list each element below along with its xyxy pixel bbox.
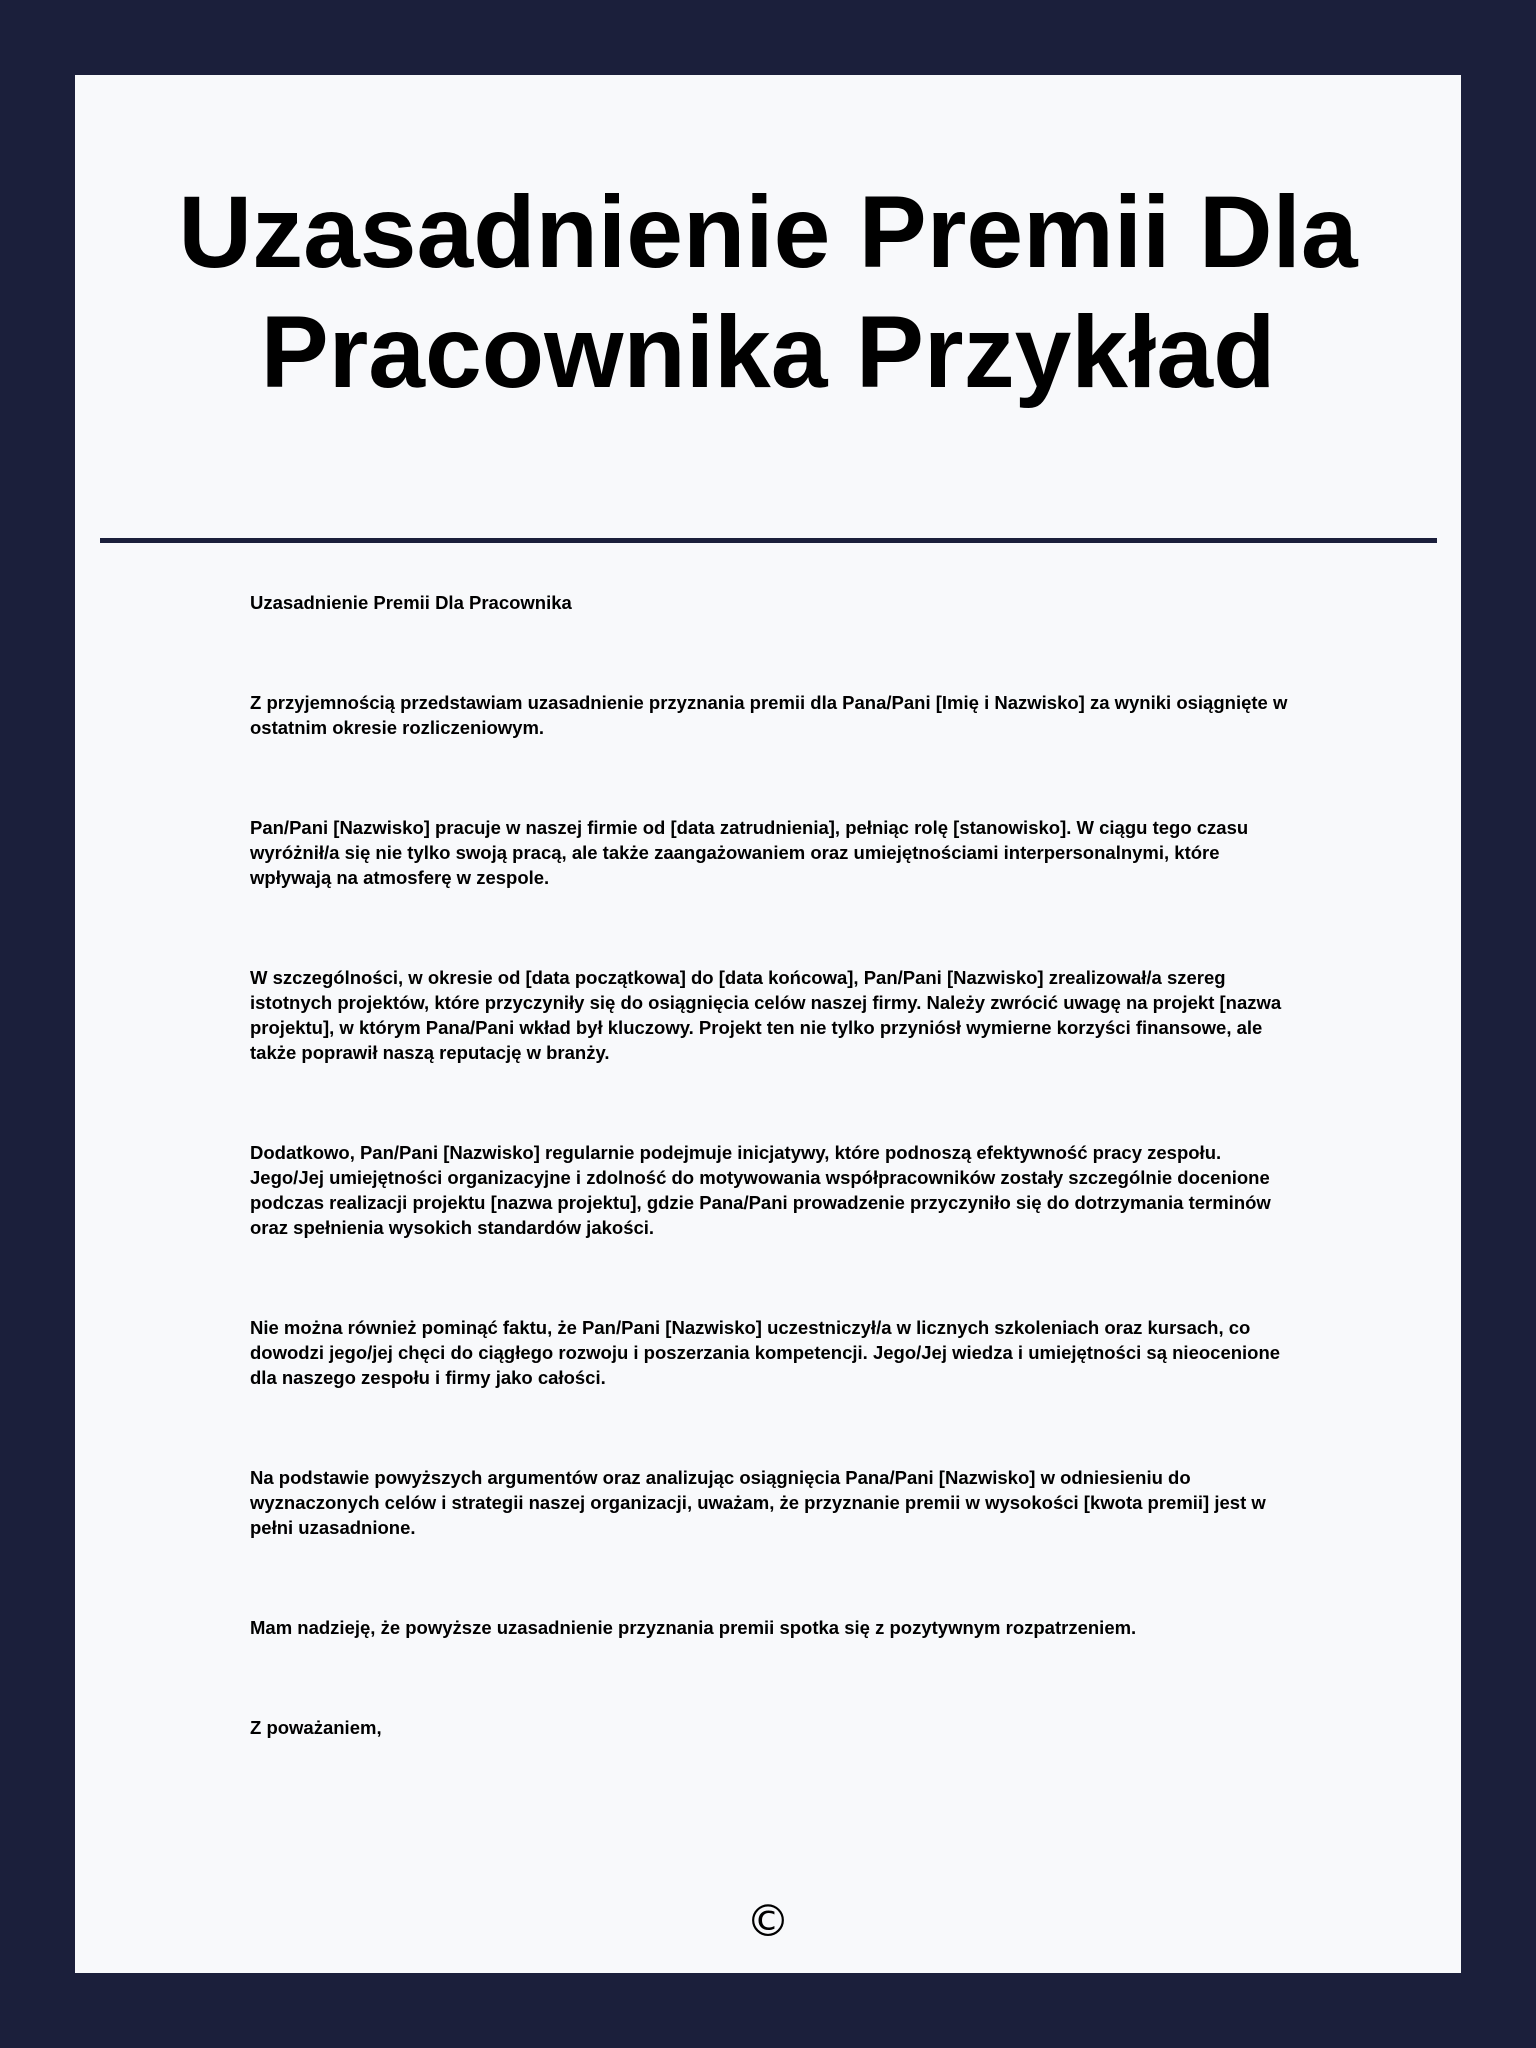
paragraph-initiatives: Dodatkowo, Pan/Pani [Nazwisko] regularnie podejmuje inicjatywy, które podnoszą efektywność pracy zespołu. Jego/Jej umiejętności organizacyjne i zdolność do motywowania współpracowników zostały szczególnie docenione podczas realizacji projektu [nazwa projektu], gdzie Pana/Pani prowadzenie przyczyniło się do dotrzymania terminów oraz spełnienia wysokich standardów jakości. — [250, 1142, 1271, 1238]
title-divider — [100, 538, 1437, 543]
signature-salutation: Z poważaniem, — [250, 1717, 382, 1738]
paragraph-training: Nie można również pominąć faktu, że Pan/Pani [Nazwisko] uczestniczył/a w licznych szkoleniach oraz kursach, co dowodzi jego/jej chęci do ciągłego rozwoju i poszerzania kompetencji. Jego/Jej wiedza i umiejętności są nieocenione dla naszego zespołu i firmy jako całości. — [250, 1317, 1281, 1388]
document-heading: Uzasadnienie Premii Dla Pracownika — [250, 592, 572, 613]
paragraph-employment: Pan/Pani [Nazwisko] pracuje w naszej firmie od [data zatrudnienia], pełniąc rolę [stanowisko]. W ciągu tego czasu wyróżnił/a się nie tylko swoją pracą, ale także zaangażowaniem oraz umiejętnościami interpersonalnymi, które wpływają na atmosferę w zespole. — [250, 817, 1249, 888]
paragraph-projects: W szczególności, w okresie od [data początkowa] do [data końcowa], Pan/Pani [Nazwisko] zrealizował/a szereg istotnych projektów, które przyczyniły się do osiągnięcia celów naszej firmy. Należy zwrócić uwagę na projekt [nazwa projektu], w którym Pana/Pani wkład był kluczowy. Projekt ten nie tylko przyniósł wymierne korzyści finansowe, ale także poprawił naszą reputację w branży. — [250, 967, 1282, 1063]
page-title: Uzasadnienie Premii Dla Pracownika Przykład — [178, 175, 1358, 409]
paragraph-intro: Z przyjemnością przedstawiam uzasadnienie przyznania premii dla Pana/Pani [Imię i Nazwisko] za wyniki osiągnięte w ostatnim okresie rozliczeniowym. — [250, 692, 1288, 738]
document-body — [250, 590, 1290, 1815]
paragraph-conclusion: Na podstawie powyższych argumentów oraz analizując osiągnięcia Pana/Pani [Nazwisko] w odniesieniu do wyznaczonych celów i strategii naszej organizacji, uważam, że przyznanie premii w wysokości [kwota premii] jest w pełni uzasadnione. — [250, 1467, 1266, 1538]
document-page — [75, 75, 1461, 1973]
copyright-icon: © — [746, 1896, 790, 1947]
paragraph-closing-hope: Mam nadzieję, że powyższe uzasadnienie przyznania premii spotka się z pozytywnym rozpatrzeniem. — [250, 1617, 1137, 1638]
